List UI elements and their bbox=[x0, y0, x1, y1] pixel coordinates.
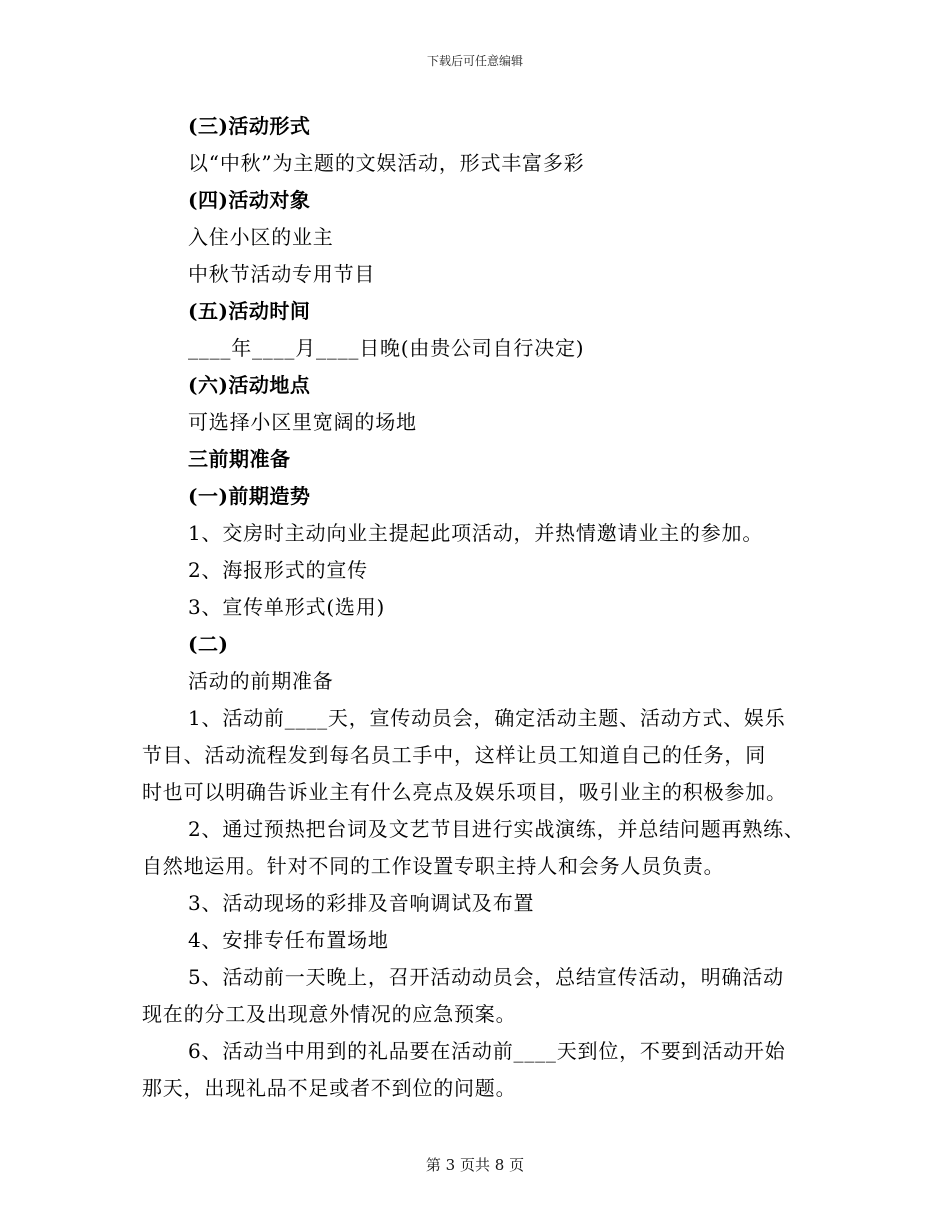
list-item-continuation: 现在的分工及出现意外情况的应急预案。 bbox=[142, 1002, 517, 1026]
section-heading: (二) bbox=[188, 632, 229, 656]
section-heading: (五)活动时间 bbox=[188, 299, 311, 323]
list-item-continuation: 自然地运用。针对不同的工作设置专职主持人和会务人员负责。 bbox=[142, 854, 725, 878]
list-item: 1、活动前____天，宣传动员会，确定活动主题、活动方式、娱乐 bbox=[188, 706, 786, 730]
document-body bbox=[142, 108, 822, 1107]
section-heading: (六)活动地点 bbox=[188, 373, 311, 397]
paragraph: 活动的前期准备 bbox=[188, 669, 334, 693]
list-item: 5、活动前一天晚上，召开活动动员会，总结宣传活动，明确活动 bbox=[188, 965, 784, 989]
section-heading: (四)活动对象 bbox=[188, 188, 311, 212]
paragraph: 中秋节活动专用节目 bbox=[188, 262, 376, 286]
paragraph: 入住小区的业主 bbox=[188, 225, 334, 249]
list-item: 6、活动当中用到的礼品要在活动前____天到位，不要到活动开始 bbox=[188, 1039, 786, 1063]
list-item: 2、通过预热把台词及文艺节目进行实战演练，并总结问题再熟练、 bbox=[188, 817, 805, 841]
section-heading: (三)活动形式 bbox=[188, 114, 311, 138]
paragraph: 以“中秋”为主题的文娱活动，形式丰富多彩 bbox=[188, 151, 585, 175]
page-header: 下载后可任意编辑 bbox=[426, 54, 523, 68]
section-heading: 三前期准备 bbox=[188, 447, 291, 471]
list-item: 4、安排专任布置场地 bbox=[188, 928, 389, 952]
list-item: 1、交房时主动向业主提起此项活动，并热情邀请业主的参加。 bbox=[188, 521, 764, 545]
list-item-continuation: 时也可以明确告诉业主有什么亮点及娱乐项目，吸引业主的积极参加。 bbox=[142, 780, 787, 804]
section-heading: (一)前期造势 bbox=[188, 484, 311, 508]
list-item: 3、活动现场的彩排及音响调试及布置 bbox=[188, 891, 535, 915]
paragraph: 可选择小区里宽阔的场地 bbox=[188, 410, 417, 434]
paragraph: ____年____月____日晚(由贵公司自行决定) bbox=[188, 336, 585, 360]
list-item: 2、海报形式的宣传 bbox=[188, 558, 368, 582]
list-item-continuation: 那天，出现礼品不足或者不到位的问题。 bbox=[142, 1076, 517, 1100]
page-footer: 第 3 页共 8 页 bbox=[425, 1156, 525, 1174]
list-item: 3、宣传单形式(选用) bbox=[188, 595, 386, 619]
list-item-continuation: 节目、活动流程发到每名员工手中，这样让员工知道自己的任务，同 bbox=[142, 743, 766, 767]
